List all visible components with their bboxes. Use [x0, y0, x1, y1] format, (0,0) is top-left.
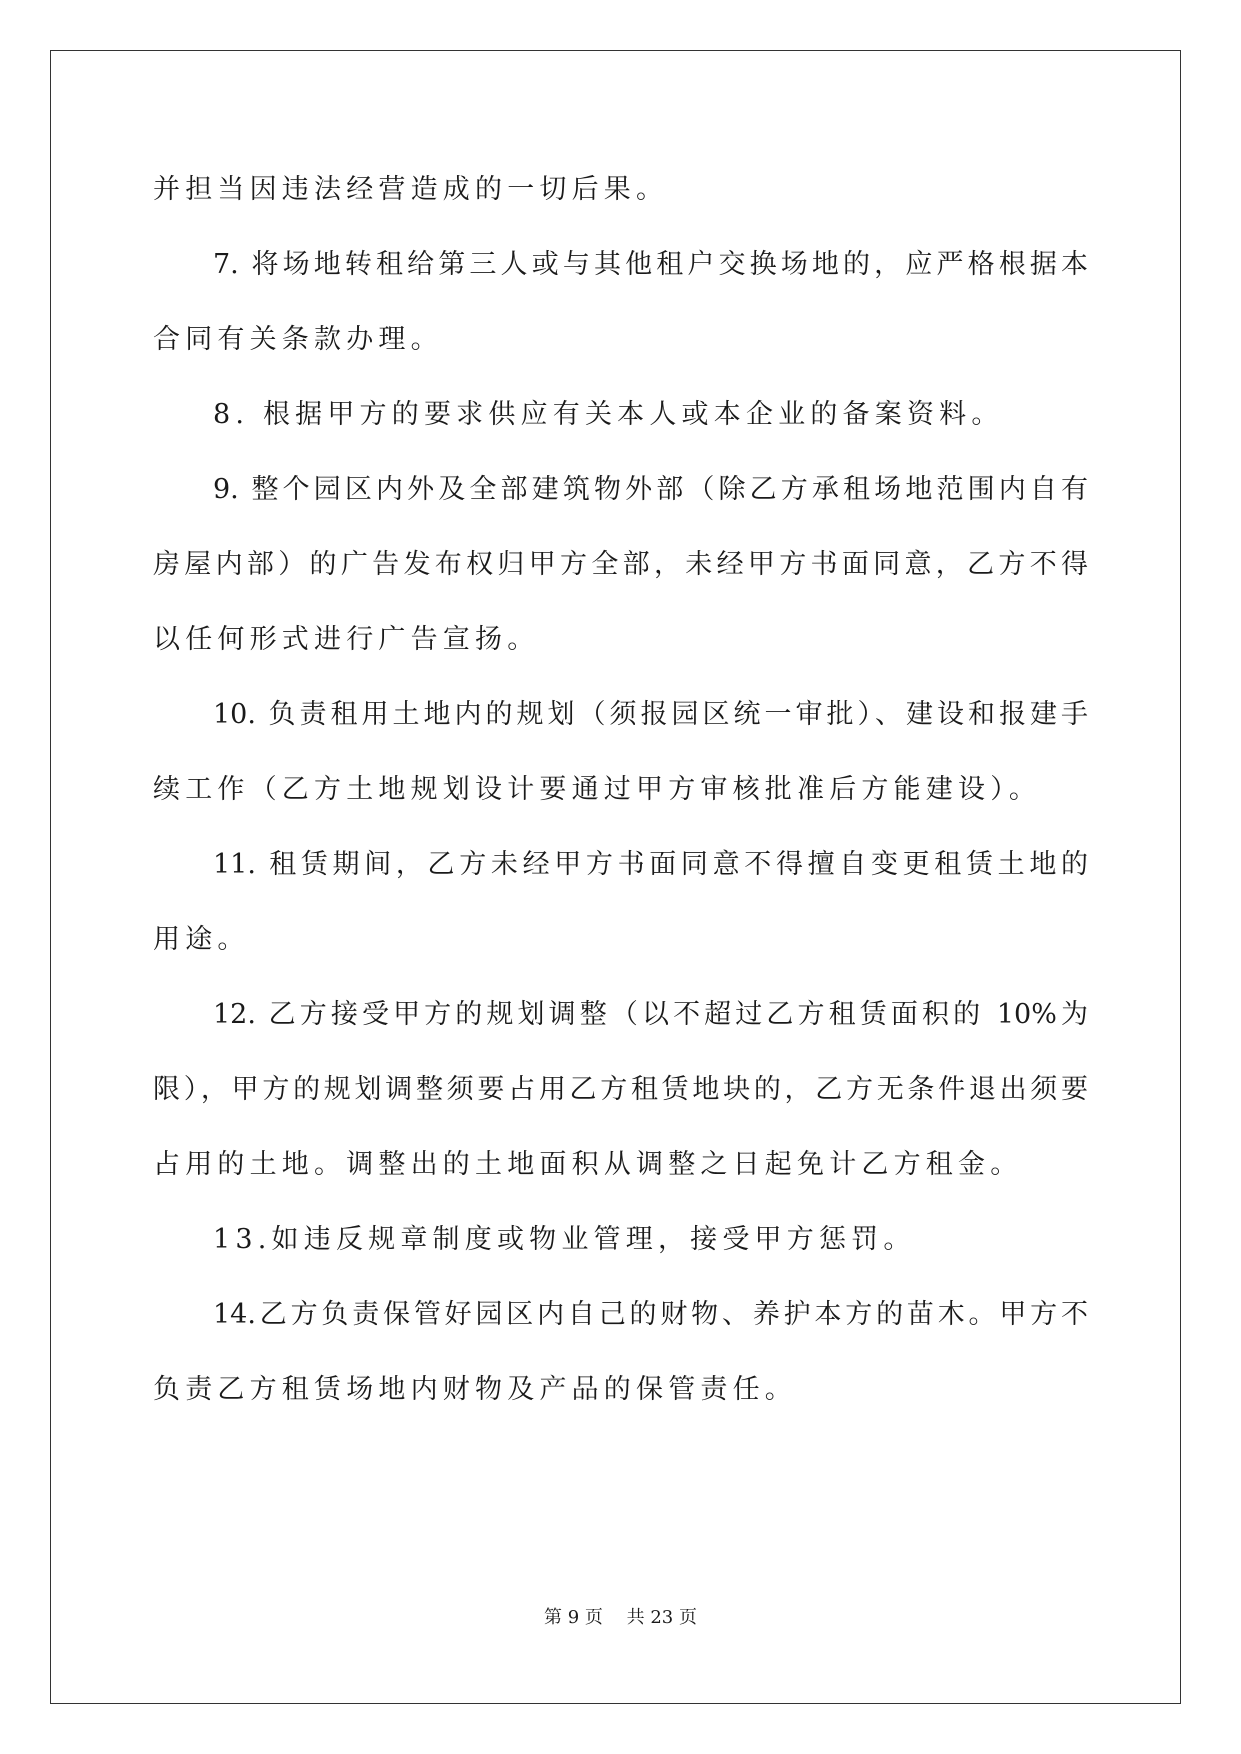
- text-line: 10. 负责租用土地内的规划（须报园区统一审批）、建设和报建手: [213, 699, 1088, 730]
- text-line: 7. 将场地转租给第三人或与其他租户交换场地的，应严格根据本: [213, 249, 1088, 280]
- text-line: 房屋内部）的广告发布权归甲方全部，未经甲方书面同意，乙方不得: [153, 549, 1088, 580]
- page-number-label: 第 9 页 共 23 页: [544, 1607, 697, 1628]
- text-line: 9. 整个园区内外及全部建筑物外部（除乙方承租场地范围内自有: [213, 474, 1088, 505]
- page-footer: [0, 1606, 1241, 1630]
- text-line: 合同有关条款办理。: [153, 324, 443, 355]
- text-line: 负责乙方租赁场地内财物及产品的保管责任。: [153, 1374, 797, 1405]
- text-line: 并担当因违法经营造成的一切后果。: [153, 174, 669, 205]
- text-line: 限），甲方的规划调整须要占用乙方租赁地块的，乙方无条件退出须要: [153, 1074, 1088, 1105]
- text-line: 11. 租赁期间，乙方未经甲方书面同意不得擅自变更租赁土地的: [213, 849, 1088, 880]
- text-line: 用途。: [153, 924, 250, 955]
- text-line: 续工作（乙方土地规划设计要通过甲方审核批准后方能建设）。: [153, 774, 1042, 805]
- text-line: 以任何形式进行广告宣扬。: [153, 624, 540, 655]
- text-line: 13.如违反规章制度或物业管理，接受甲方惩罚。: [213, 1224, 916, 1255]
- text-line: 8. 根据甲方的要求供应有关本人或本企业的备案资料。: [213, 399, 1004, 430]
- text-line: 占用的土地。调整出的土地面积从调整之日起免计乙方租金。: [153, 1149, 1023, 1180]
- text-line: 12. 乙方接受甲方的规划调整（以不超过乙方租赁面积的 10%为: [213, 999, 1088, 1030]
- text-line: 14.乙方负责保管好园区内自己的财物、养护本方的苗木。甲方不: [213, 1299, 1088, 1330]
